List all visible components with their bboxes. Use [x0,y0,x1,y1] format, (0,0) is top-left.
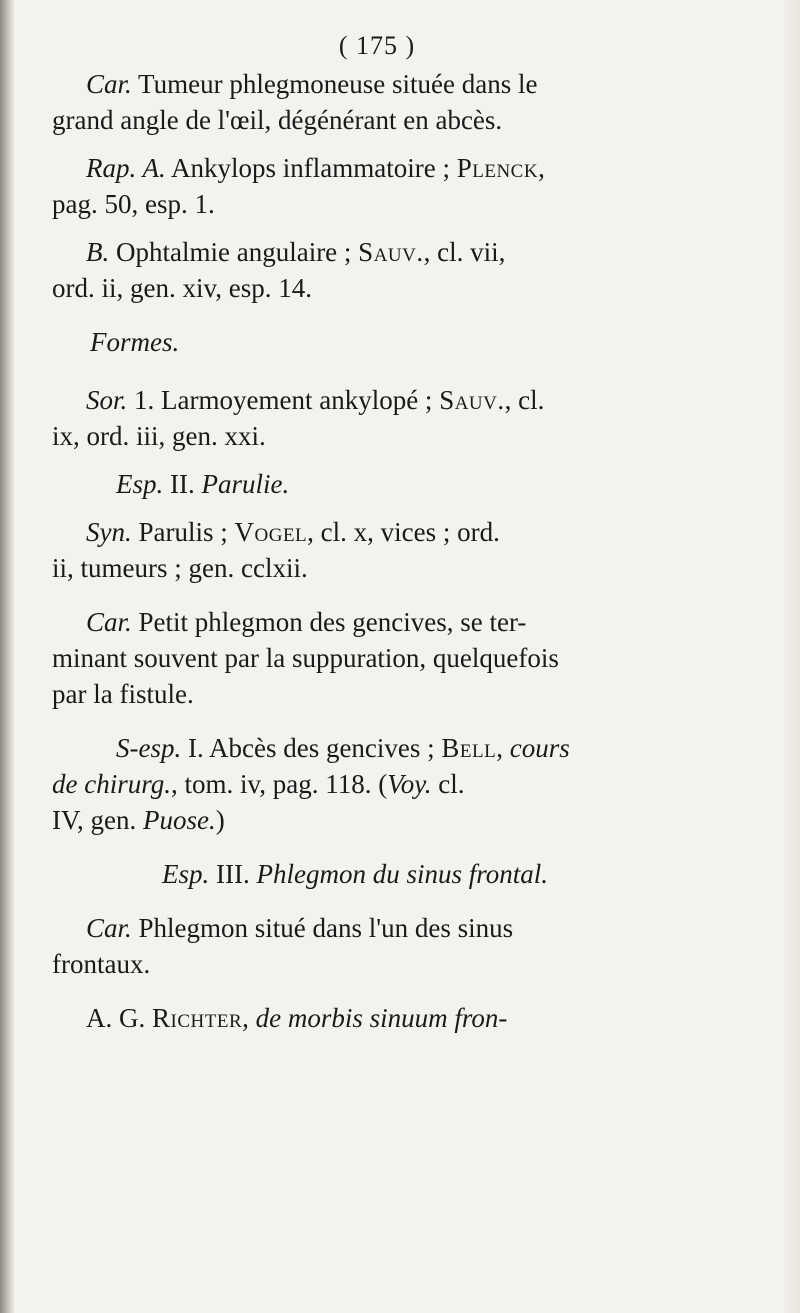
species-name: Phlegmon du sinus frontal. [256,859,548,889]
line-text: II. [163,469,202,499]
author-name: Vogel [234,517,308,547]
paragraph-sor [52,382,680,454]
work-title: de morbis sinuum fron- [255,1003,508,1033]
line-text: , [538,153,545,183]
paragraph-lead: Sor. [86,385,128,415]
line-text: , [496,733,510,763]
paragraph-lead: Syn. [86,517,132,547]
genus-name: Puose. [143,805,216,835]
line-text: ord. ii, gen. xiv, esp. 14. [52,273,312,303]
author-name: Sauv. [439,385,505,415]
line-text: frontaux. [52,949,151,979]
line-text: Phlegmon situé dans l'un des sinus [131,913,514,943]
text-line [52,676,680,712]
paragraph-lead: Car. [86,69,132,99]
line-text: par la fistule. [52,679,194,709]
author-name: Sauv. [358,237,424,267]
line-text: Petit phlegmon des gencives, se ter- [131,607,527,637]
text-line [52,766,680,802]
line-text: I. Abcès des gencives ; [181,733,442,763]
paragraph-esp-2 [52,466,680,502]
text-line [52,550,680,586]
text-line [52,234,680,270]
line-text: III. [209,859,257,889]
paragraph-richter [52,1000,680,1036]
paragraph-lead: Car. [86,913,132,943]
line-text: A. G. [86,1003,152,1033]
text-line [52,1000,680,1036]
page-gutter-shadow [0,0,14,1313]
text-line [52,856,680,892]
paragraph-lead: Esp. [162,859,210,889]
text-line [52,418,680,454]
text-line [52,382,680,418]
text-line [52,186,680,222]
text-line [52,604,680,640]
line-text: 1. Larmoyement ankylopé ; [127,385,440,415]
line-text: , cl. [504,385,545,415]
line-text: , cl. x, vices ; ord. [307,517,500,547]
line-text: grand angle de l'œil, dégénérant en abcès. [52,105,503,135]
line-text: Parulis ; [131,517,235,547]
paragraph-lead: Rap. A. [86,153,166,183]
paragraph-lead: S-esp. [116,733,182,763]
work-title: cours [509,733,570,763]
line-text: ii, tumeurs ; gen. cclxii. [52,553,308,583]
text-line [52,640,680,676]
paragraph-lead: Car. [86,607,132,637]
text-line [52,802,680,838]
paragraph-lead: Esp. [116,469,164,499]
paragraph-esp-3 [52,856,680,892]
text-line [52,514,680,550]
text-line [52,910,680,946]
line-text: minant souvent par la suppuration, quelquefois [52,643,559,673]
cross-reference: Voy. [387,769,432,799]
page-right-edge [782,0,800,1313]
text-line [52,150,680,186]
text-line [52,66,680,102]
line-text: IV, gen. [52,805,143,835]
author-name: Bell [441,733,497,763]
paragraph-lead: B. [86,237,110,267]
paragraph-car-3 [52,910,680,982]
line-text: , tom. iv, pag. 118. ( [170,769,388,799]
species-name: Parulie. [201,469,290,499]
line-text: Tumeur phlegmoneuse située dans le [131,69,538,99]
text-line [52,946,680,982]
text-line [52,466,680,502]
line-text: cl. [431,769,465,799]
text-line [52,102,680,138]
paragraph-s-esp [52,730,680,838]
paragraph-car-1 [52,66,680,138]
page-number: ( 175 ) [338,31,416,60]
paragraph-syn [52,514,680,586]
paragraph-b [52,234,680,306]
page-content [52,28,680,1054]
author-name: Richter [152,1003,243,1033]
author-name: Plenck [456,153,539,183]
line-text: pag. 50, esp. 1. [52,189,215,219]
line-text: ) [215,805,225,835]
line-text: Ankylops inflammatoire ; [165,153,457,183]
line-text: Ophtalmie angulaire ; [109,237,359,267]
line-text: ix, ord. iii, gen. xxi. [52,421,266,451]
work-title: de chirurg. [52,769,171,799]
paragraph-rap-a [52,150,680,222]
line-text: , [242,1003,256,1033]
text-line [52,270,680,306]
text-line [52,730,680,766]
section-heading-formes: Formes. [90,327,180,357]
line-text: , cl. vii, [423,237,506,267]
paragraph-car-2 [52,604,680,712]
